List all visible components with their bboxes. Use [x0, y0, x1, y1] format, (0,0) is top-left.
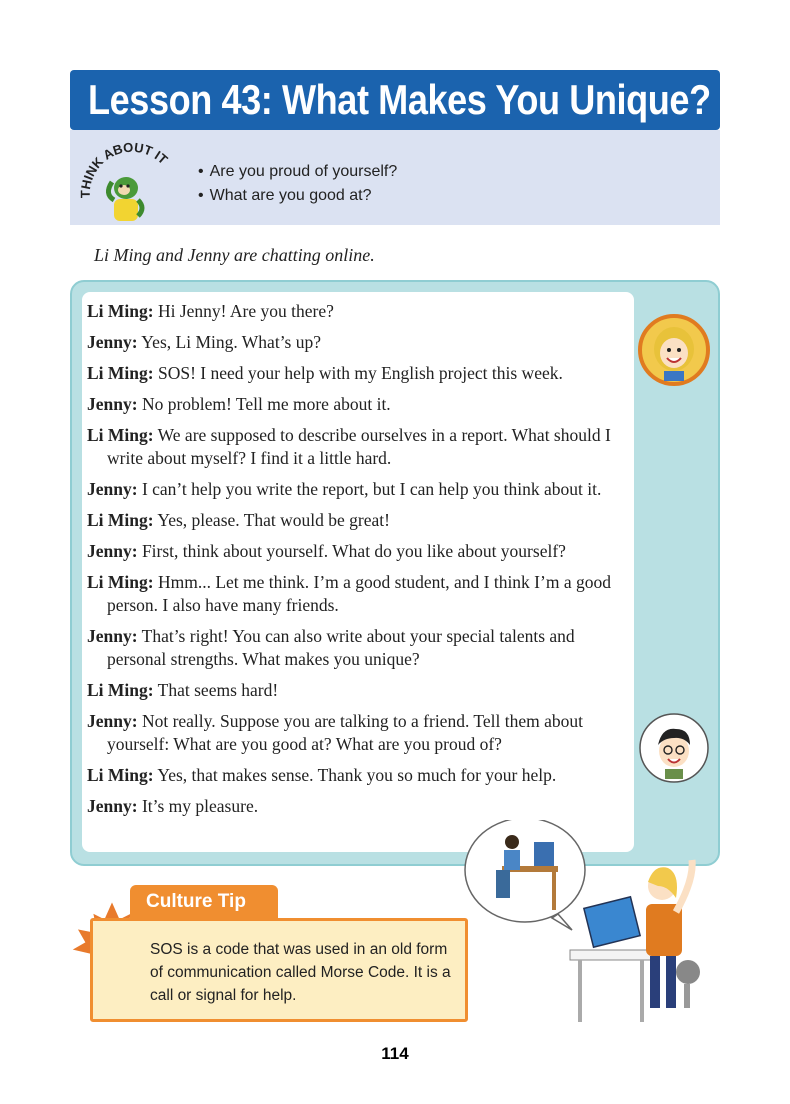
- speaker: Jenny:: [87, 394, 138, 414]
- line-text: We are supposed to describe ourselves in a report. What should I write about myself? I find it a little hard.: [107, 425, 611, 468]
- speaker: Jenny:: [87, 626, 138, 646]
- think-about-it-label: THINK ABOUT IT: [78, 139, 171, 199]
- line-text: Hi Jenny! Are you there?: [157, 301, 334, 321]
- li-ming-avatar-icon: [638, 711, 710, 785]
- speaker: Jenny:: [87, 796, 138, 816]
- line-text: I can’t help you write the report, but I can help you think about it.: [141, 479, 602, 499]
- speaker: Li Ming:: [87, 510, 154, 530]
- lesson-title-bar: [70, 70, 720, 130]
- line-text: First, think about yourself. What do you like about yourself?: [141, 541, 566, 561]
- dialogue-line: [87, 764, 627, 787]
- dialogue-line: [87, 424, 627, 470]
- line-text: Hmm... Let me think. I’m a good student, and I think I’m a good person. I also have many friends.: [107, 572, 611, 615]
- line-text: Not really. Suppose you are talking to a friend. Tell them about yourself: What are you good at? What are you proud of?: [107, 711, 583, 754]
- line-text: Yes, that makes sense. Thank you so much for your help.: [157, 765, 557, 785]
- line-text: Yes, Li Ming. What’s up?: [141, 332, 322, 352]
- dialogue-line: [87, 331, 627, 354]
- line-text: No problem! Tell me more about it.: [141, 394, 391, 414]
- dialogue-line: [87, 679, 627, 702]
- dialogue-line: [87, 625, 627, 671]
- question-item: • What are you good at?: [198, 184, 397, 208]
- dialogue-intro: Li Ming and Jenny are chatting online.: [94, 245, 375, 265]
- speaker: Jenny:: [87, 332, 138, 352]
- dialogue-line: [87, 710, 627, 756]
- lesson-title: Lesson 43: What Makes You Unique?: [88, 76, 711, 123]
- line-text: That seems hard!: [157, 680, 279, 700]
- speaker: Li Ming:: [87, 765, 154, 785]
- speaker: Li Ming:: [87, 572, 154, 592]
- online-chat-illustration: [462, 820, 712, 1030]
- culture-tip-title: Culture Tip: [146, 891, 246, 912]
- speaker: Li Ming:: [87, 425, 154, 445]
- jenny-avatar-icon: [638, 313, 710, 387]
- speaker: Li Ming:: [87, 363, 154, 383]
- dialogue-line: [87, 509, 627, 532]
- dialogue-line: [87, 362, 627, 385]
- think-about-it-illustration: [78, 136, 188, 226]
- speaker: Li Ming:: [87, 301, 154, 321]
- dialogue: [87, 300, 627, 826]
- dialogue-line: [87, 393, 627, 416]
- dialogue-line: [87, 300, 627, 323]
- page-number: 114: [381, 1044, 409, 1063]
- speaker: Jenny:: [87, 711, 138, 731]
- line-text: It’s my pleasure.: [141, 796, 259, 816]
- dialogue-line: [87, 478, 627, 501]
- culture-tip-tab: [130, 885, 278, 921]
- speaker: Li Ming:: [87, 680, 154, 700]
- think-about-it-box: [70, 130, 720, 225]
- line-text: That’s right! You can also write about your special talents and personal strengths. What makes you unique?: [107, 626, 575, 669]
- speaker: Jenny:: [87, 541, 138, 561]
- line-text: Yes, please. That would be great!: [157, 510, 390, 530]
- think-questions: [198, 160, 397, 208]
- dialogue-line: [87, 795, 627, 818]
- culture-tip-text: SOS is a code that was used in an old form of communication called Morse Code. It is a call or signal for help.: [150, 941, 451, 1004]
- dialogue-line: [87, 571, 627, 617]
- question-item: • Are you proud of yourself?: [198, 160, 397, 184]
- line-text: SOS! I need your help with my English project this week.: [157, 363, 563, 383]
- dialogue-line: [87, 540, 627, 563]
- speaker: Jenny:: [87, 479, 138, 499]
